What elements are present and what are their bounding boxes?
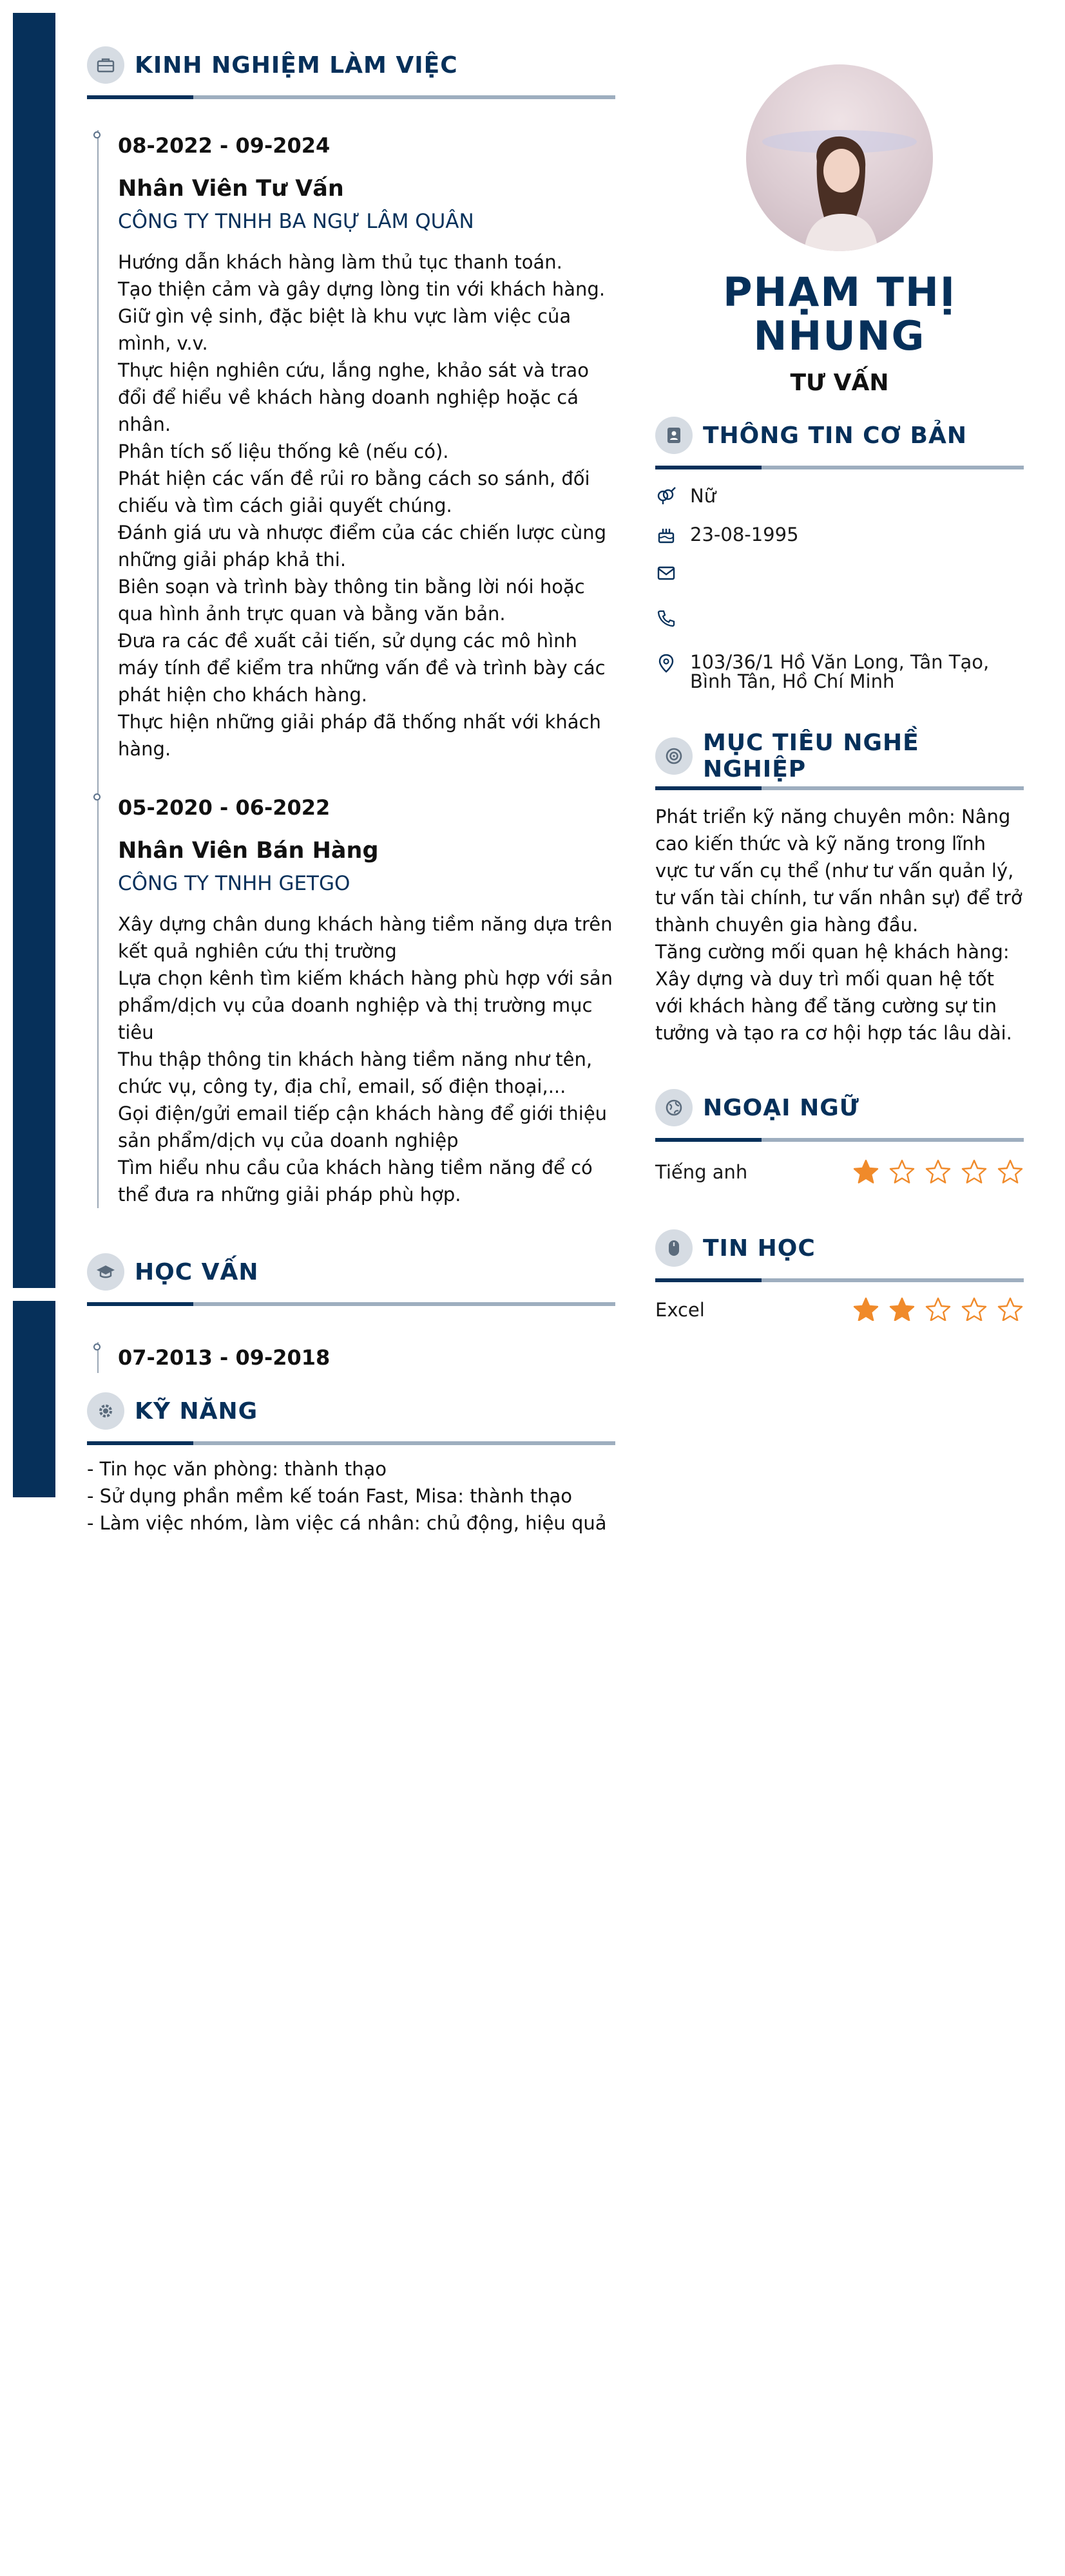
description-line: Phát hiện các vấn đề rủi ro bằng cách so sánh, đối chiếu và tìm cách giải quyết chúng. xyxy=(118,468,590,516)
skills-title: KỸ NĂNG xyxy=(135,1397,258,1425)
languages-title: NGOẠI NGỮ xyxy=(703,1094,859,1121)
languages-section xyxy=(655,1088,1024,1186)
left-column xyxy=(87,45,615,1537)
basic-info-section xyxy=(655,415,1024,691)
left-accent-bar-lower xyxy=(13,1301,55,1497)
experience-description xyxy=(118,249,615,762)
section-divider xyxy=(655,1278,1024,1282)
basic-info-title: THÔNG TIN CƠ BẢN xyxy=(703,422,967,449)
skill-line: - Tin học văn phòng: thành thạo xyxy=(87,1458,387,1480)
avatar xyxy=(746,64,933,251)
birthday-row xyxy=(655,524,1024,547)
left-accent-bar xyxy=(13,13,55,1288)
education-date: 07-2013 - 09-2018 xyxy=(118,1345,331,1370)
experience-item xyxy=(118,130,615,762)
email-row xyxy=(655,562,1024,585)
it-rating xyxy=(852,1296,1024,1321)
star-empty-icon xyxy=(961,1296,988,1321)
description-line: Thực hiện nghiên cứu, lắng nghe, khảo sát và trao đổi để hiểu về khách hàng doanh nghiệp hoặc cá nhân. xyxy=(118,359,589,435)
experience-company: CÔNG TY TNHH GETGO xyxy=(118,872,350,895)
experience-position: Nhân Viên Tư Vấn xyxy=(118,176,344,202)
star-filled-icon xyxy=(852,1159,879,1186)
description-line: Thực hiện những giải pháp đã thống nhất với khách hàng. xyxy=(118,711,601,760)
star-empty-icon xyxy=(997,1159,1024,1186)
address-value: 103/36/1 Hồ Văn Long, Tân Tạo, Bình Tân, Hồ Chí Minh xyxy=(690,651,990,692)
section-divider xyxy=(655,466,1024,469)
language-name: Tiếng anh xyxy=(655,1161,748,1183)
experience-position: Nhân Viên Bán Hàng xyxy=(118,838,379,864)
birthday-value: 23-08-1995 xyxy=(690,524,799,545)
description-line: Thu thập thông tin khách hàng tiềm năng như tên, chức vụ, công ty, địa chỉ, email, số điện thoại,... xyxy=(118,1048,593,1097)
birthday-cake-icon xyxy=(655,524,677,545)
job-title: TƯ VẤN xyxy=(790,370,889,396)
description-line: Đưa ra các đề xuất cải tiến, sử dụng các mô hình máy tính để kiểm tra những vấn đề và trình bày các phát hiện cho khách hàng. xyxy=(118,630,606,706)
description-line: Phân tích số liệu thống kê (nếu có). xyxy=(118,440,449,462)
description-line: Hướng dẫn khách hàng làm thủ tục thanh toán. xyxy=(118,251,562,273)
star-empty-icon xyxy=(961,1159,988,1186)
phone-row xyxy=(655,607,1024,630)
education-title: HỌC VẤN xyxy=(135,1258,259,1285)
phone-icon xyxy=(655,607,677,629)
experience-description xyxy=(118,911,615,1208)
skills-list xyxy=(87,1455,615,1537)
experience-item xyxy=(118,792,615,1208)
section-divider xyxy=(87,1302,615,1306)
experience-company: CÔNG TY TNHH BA NGỰ LÂM QUÂN xyxy=(118,210,474,233)
description-line: Tìm hiểu nhu cầu của khách hàng tiềm năng để có thể đưa ra những giải pháp phù hợp. xyxy=(118,1157,593,1206)
star-empty-icon xyxy=(925,1296,952,1321)
language-rating xyxy=(852,1159,1024,1186)
it-title: TIN HỌC xyxy=(703,1235,816,1262)
address-row xyxy=(655,652,1024,691)
it-item xyxy=(655,1296,1024,1321)
gear-icon xyxy=(87,1392,124,1430)
star-empty-icon xyxy=(925,1159,952,1186)
skills-section xyxy=(87,1391,615,1537)
education-item xyxy=(118,1342,615,1373)
location-pin-icon xyxy=(655,652,677,674)
star-filled-icon xyxy=(852,1296,879,1321)
it-skill-name: Excel xyxy=(655,1299,705,1321)
section-divider xyxy=(655,1138,1024,1142)
objective-section xyxy=(655,730,1024,1046)
timeline-dot xyxy=(93,1343,101,1350)
experience-title: KINH NGHIỆM LÀM VIỆC xyxy=(135,52,458,79)
objective-line: Phát triển kỹ năng chuyên môn: Nâng cao kiến thức và kỹ năng trong lĩnh vực tư vấn cụ thể (như tư vấn quản lý, tư vấn tài chính, tư vấn nhân sự) để trở thành chuyên gia hàng đầu. xyxy=(655,806,1022,936)
briefcase-icon xyxy=(87,46,124,84)
star-empty-icon xyxy=(997,1296,1024,1321)
experience-date: 08-2022 - 09-2024 xyxy=(118,133,331,158)
timeline-line xyxy=(97,130,99,1208)
target-icon xyxy=(655,737,693,775)
mouse-icon xyxy=(655,1229,693,1267)
skill-line: - Sử dụng phần mềm kế toán Fast, Misa: thành thạo xyxy=(87,1485,572,1507)
education-section xyxy=(87,1252,615,1373)
skill-line: - Làm việc nhóm, làm việc cá nhân: chủ động, hiệu quả xyxy=(87,1512,607,1534)
experience-timeline xyxy=(87,130,615,1208)
it-list-clip xyxy=(655,1282,1024,1321)
gender-icon xyxy=(655,485,677,507)
objective-line: Tăng cường mối quan hệ khách hàng: Xây dựng và duy trì mối quan hệ tốt với khách hàng để tăng cường sự tin tưởng và tạo ra cơ hội hợp tác lâu dài. xyxy=(655,941,1012,1044)
it-section xyxy=(655,1228,1024,1321)
description-line: Giữ gìn vệ sinh, đặc biệt là khu vực làm việc của mình, v.v. xyxy=(118,305,571,354)
globe-icon xyxy=(655,1089,693,1126)
description-line: Lựa chọn kênh tìm kiếm khách hàng phù hợp với sản phẩm/dịch vụ của doanh nghiệp và thị trường mục tiêu xyxy=(118,967,613,1043)
section-divider xyxy=(87,1441,615,1445)
description-line: Đánh giá ưu và nhược điểm của các chiến lược cùng những giải pháp khả thi. xyxy=(118,522,607,571)
gender-value: Nữ xyxy=(690,485,716,507)
star-filled-icon xyxy=(888,1296,916,1321)
timeline-dot xyxy=(93,131,101,138)
right-column xyxy=(655,64,1024,1321)
experience-date: 05-2020 - 06-2022 xyxy=(118,795,331,820)
description-line: Gọi điện/gửi email tiếp cận khách hàng để giới thiệu sản phẩm/dịch vụ của doanh nghiệp xyxy=(118,1103,608,1151)
timeline-dot xyxy=(93,793,101,800)
section-divider xyxy=(655,786,1024,790)
envelope-icon xyxy=(655,562,677,584)
graduation-cap-icon xyxy=(87,1253,124,1291)
description-line: Tạo thiện cảm và gây dựng lòng tin với khách hàng. xyxy=(118,278,606,300)
experience-section xyxy=(87,45,615,1208)
gender-row xyxy=(655,485,1024,508)
description-line: Xây dựng chân dung khách hàng tiềm năng dựa trên kết quả nghiên cứu thị trường xyxy=(118,913,613,962)
candidate-name: PHẠM THỊ NHUNG xyxy=(723,269,956,359)
section-divider xyxy=(87,95,615,99)
language-item xyxy=(655,1159,1024,1186)
id-card-icon xyxy=(655,417,693,454)
objective-title: MỤC TIÊU NGHỀ NGHIỆP xyxy=(703,730,919,782)
education-timeline xyxy=(87,1342,615,1373)
description-line: Biên soạn và trình bày thông tin bằng lời nói hoặc qua hình ảnh trực quan và bằng văn bản. xyxy=(118,576,585,625)
objective-text xyxy=(655,803,1024,1046)
star-empty-icon xyxy=(888,1159,916,1186)
